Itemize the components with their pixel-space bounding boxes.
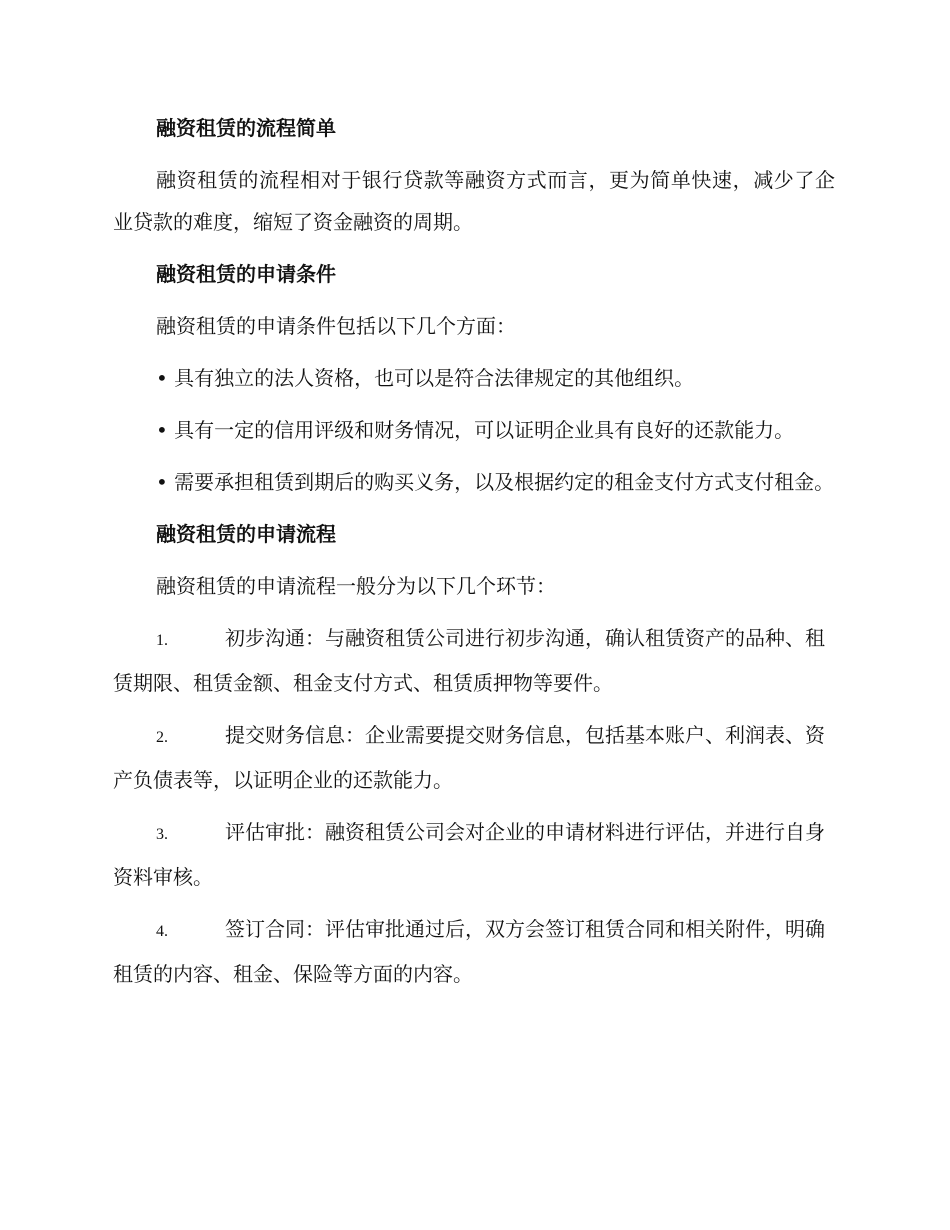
bullet-item: • 需要承担租赁到期后的购买义务，以及根据约定的租金支付方式支付租金。 xyxy=(156,470,835,494)
bullet-item: • 具有独立的法人资格，也可以是符合法律规定的其他组织。 xyxy=(156,366,695,390)
section-heading: 融资租赁的申请流程 xyxy=(156,522,336,546)
step-text: 初步沟通：与融资租赁公司进行初步沟通，确认租赁资产的品种、租赁期限、租赁金额、租金支付方式、租赁质押物等要件。 xyxy=(113,626,825,695)
step-number: 2. xyxy=(156,729,168,746)
numbered-step xyxy=(113,714,835,801)
step-text: 签订合同：评估审批通过后，双方会签订租赁合同和相关附件，明确租赁的内容、租金、保险等方面的内容。 xyxy=(113,917,825,986)
document-body xyxy=(113,107,835,1005)
bullet-item: • 具有一定的信用评级和财务情况，可以证明企业具有良好的还款能力。 xyxy=(156,418,795,442)
section-intro: 融资租赁的申请条件包括以下几个方面： xyxy=(156,314,516,338)
numbered-step xyxy=(113,908,835,995)
step-number: 1. xyxy=(156,632,168,649)
section-heading: 融资租赁的流程简单 xyxy=(156,116,336,140)
section-heading: 融资租赁的申请条件 xyxy=(156,262,336,286)
numbered-step xyxy=(113,617,835,704)
numbered-step xyxy=(113,811,835,898)
step-number: 3. xyxy=(156,826,168,843)
step-text: 提交财务信息：企业需要提交财务信息，包括基本账户、利润表、资产负债表等，以证明企业的还款能力。 xyxy=(113,723,825,792)
step-number: 4. xyxy=(156,923,168,940)
step-text: 评估审批：融资租赁公司会对企业的申请材料进行评估，并进行自身资料审核。 xyxy=(113,820,825,889)
section-paragraph: 融资租赁的流程相对于银行贷款等融资方式而言，更为简单快速，减少了企业贷款的难度，缩短了资金融资的周期。 xyxy=(113,168,835,234)
section-intro: 融资租赁的申请流程一般分为以下几个环节： xyxy=(156,574,556,598)
